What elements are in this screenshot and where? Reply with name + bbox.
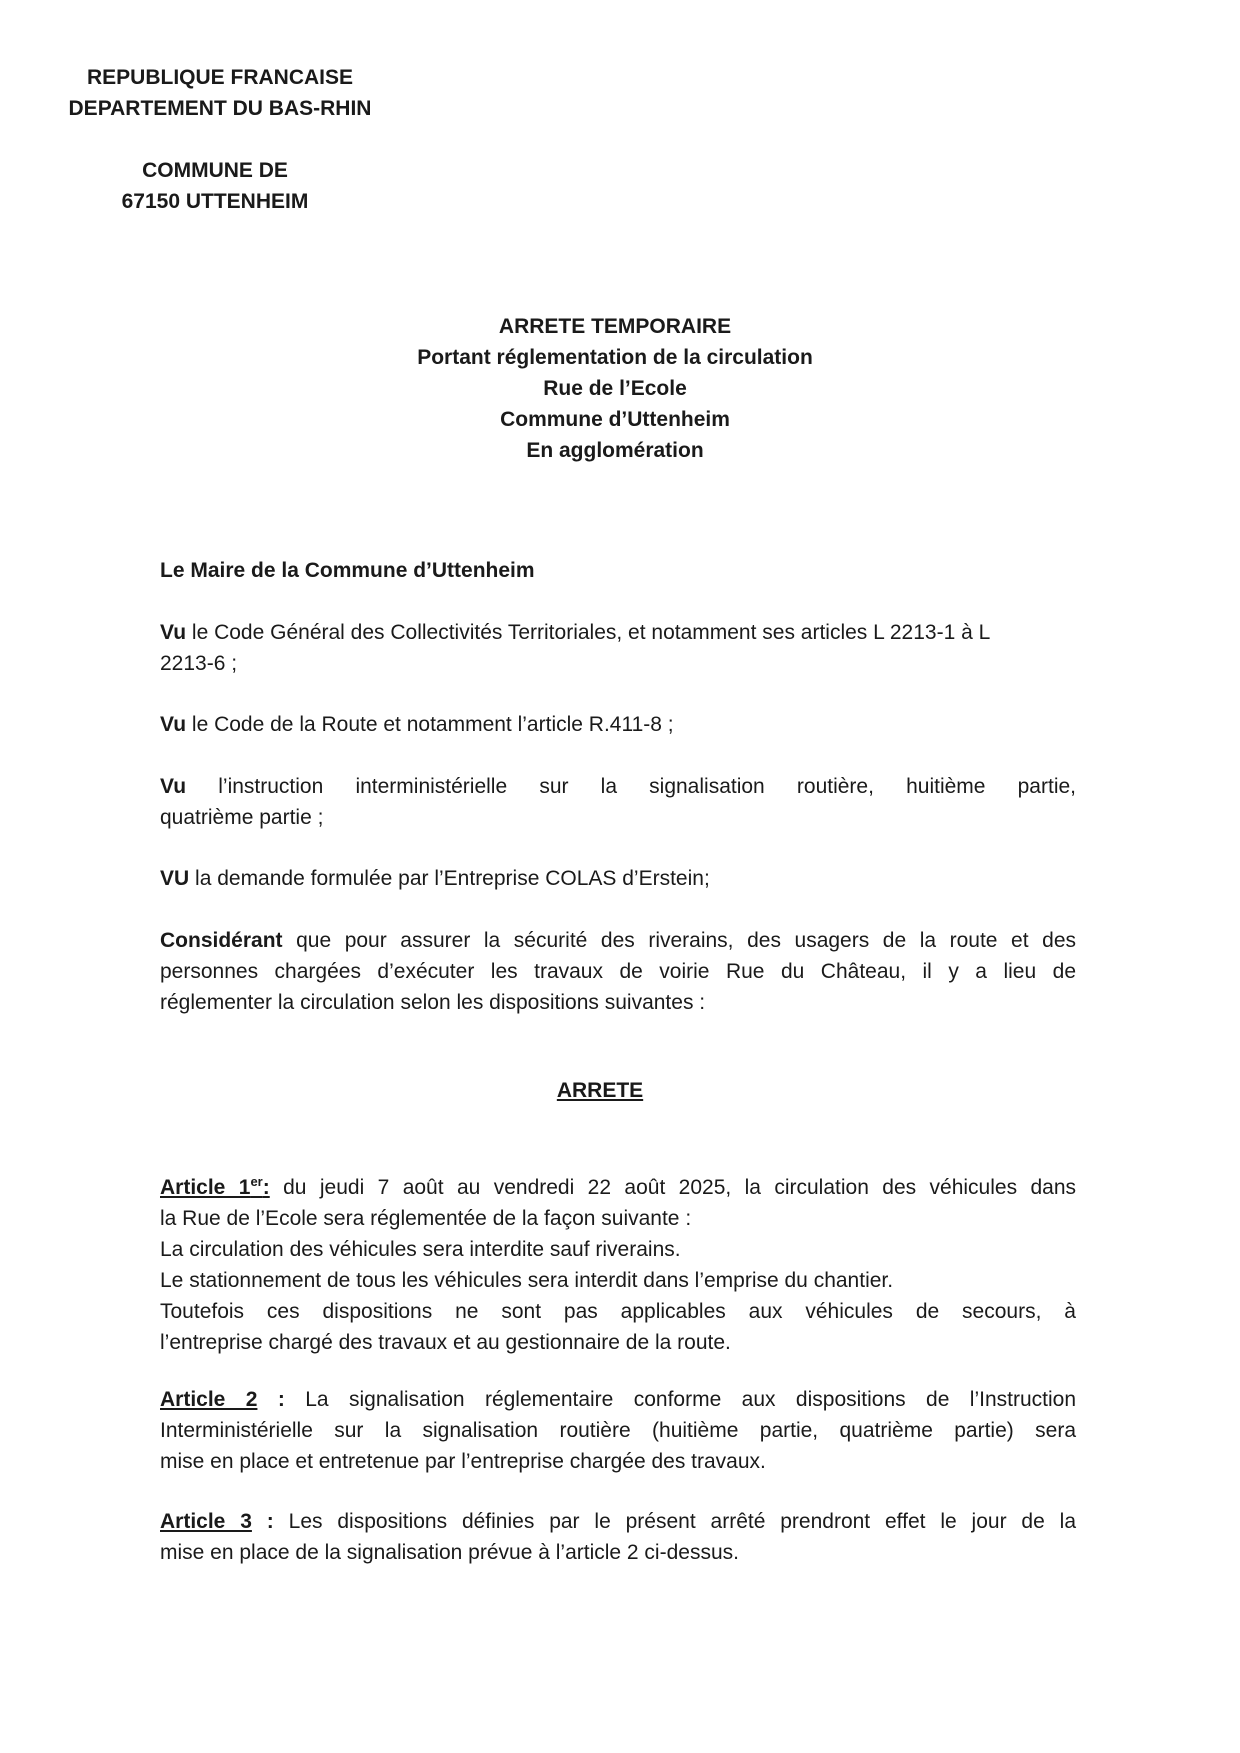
department-line: DEPARTEMENT DU BAS-RHIN bbox=[68, 97, 372, 120]
vu-label: VU bbox=[160, 867, 190, 890]
vu-text-continued: quatrième partie ; bbox=[160, 806, 324, 829]
mayor-line: Le Maire de la Commune d’Uttenheim bbox=[160, 559, 535, 582]
vu-label: Vu bbox=[160, 621, 187, 644]
article-2-text-1: La signalisation réglementaire conforme aux dispositions de l’Instruction bbox=[305, 1388, 1077, 1411]
vu-label: Vu bbox=[160, 775, 187, 798]
article-2-label-text: Article 2 bbox=[160, 1388, 258, 1411]
article-1-text-6: l’entreprise chargé des travaux et au gestionnaire de la route. bbox=[160, 1331, 731, 1354]
article-2-text-3: mise en place et entretenue par l’entreprise chargée des travaux. bbox=[160, 1450, 766, 1473]
article-1-colon: : bbox=[262, 1176, 270, 1199]
vu-text: l’instruction interministérielle sur la signalisation routière, huitième partie, bbox=[218, 775, 1076, 798]
article-3-colon: : bbox=[251, 1510, 274, 1533]
vu-text: le Code Général des Collectivités Territoriales, et notamment ses articles L 2213-1 à L bbox=[191, 621, 991, 644]
document-title bbox=[340, 311, 890, 466]
article-3-text-2: mise en place de la signalisation prévue à l’article 2 ci-dessus. bbox=[160, 1541, 739, 1564]
considerant-text-3: réglementer la circulation selon les dispositions suivantes : bbox=[160, 991, 706, 1014]
title-line-3: Rue de l’Ecole bbox=[543, 377, 687, 400]
article-1-text-2: la Rue de l’Ecole sera réglementée de la façon suivante : bbox=[160, 1207, 692, 1230]
article-1-text-3: La circulation des véhicules sera interdite sauf riverains. bbox=[160, 1238, 681, 1261]
article-3 bbox=[160, 1506, 1076, 1568]
title-line-1: ARRETE TEMPORAIRE bbox=[498, 315, 732, 338]
considerant-paragraph bbox=[160, 925, 1076, 1018]
article-3-text-1: Les dispositions définies par le présent arrêté prendront effet le jour de la bbox=[288, 1510, 1077, 1533]
title-line-4: Commune d’Uttenheim bbox=[500, 408, 730, 431]
vu-paragraph-2 bbox=[160, 709, 1076, 740]
title-line-2: Portant réglementation de la circulation bbox=[417, 346, 813, 369]
article-1 bbox=[160, 1172, 1076, 1358]
commune-line: COMMUNE DE bbox=[142, 159, 288, 182]
article-2-text-2: Interministérielle sur la signalisation routière (huitième partie, quatrième partie) sera bbox=[160, 1419, 1076, 1442]
article-1-label-text: Article 1 bbox=[160, 1176, 251, 1199]
article-2-label bbox=[160, 1388, 285, 1411]
considerant-text-1: que pour assurer la sécurité des riverains, des usagers de la route et des bbox=[296, 929, 1076, 952]
republic-line: REPUBLIQUE FRANCAISE bbox=[86, 66, 354, 89]
commune-postal-line: 67150 UTTENHEIM bbox=[121, 190, 309, 213]
vu-label: Vu bbox=[160, 713, 187, 736]
article-3-label-text: Article 3 bbox=[160, 1510, 252, 1533]
article-2 bbox=[160, 1384, 1076, 1477]
article-1-superscript: er bbox=[250, 1174, 263, 1189]
considerant-label: Considérant bbox=[160, 929, 283, 952]
title-line-5: En agglomération bbox=[526, 439, 704, 462]
commune-header bbox=[115, 155, 315, 217]
article-1-text-1: du jeudi 7 août au vendredi 22 août 2025, la circulation des véhicules dans bbox=[283, 1176, 1076, 1199]
considerant-text-2: personnes chargées d’exécuter les travaux de voirie Rue du Château, il y a lieu de bbox=[160, 960, 1076, 983]
arrete-heading: ARRETE bbox=[556, 1079, 644, 1102]
article-2-colon: : bbox=[257, 1388, 285, 1411]
article-1-text-4: Le stationnement de tous les véhicules sera interdit dans l’emprise du chantier. bbox=[160, 1269, 894, 1292]
vu-text-continued: 2213-6 ; bbox=[160, 652, 238, 675]
vu-text: le Code de la Route et notamment l’article R.411-8 ; bbox=[191, 713, 674, 736]
vu-paragraph-1 bbox=[160, 617, 1076, 679]
republic-header bbox=[55, 62, 385, 124]
vu-paragraph-4 bbox=[160, 863, 1076, 894]
article-3-label bbox=[160, 1510, 274, 1533]
article-1-text-5: Toutefois ces dispositions ne sont pas applicables aux véhicules de secours, à bbox=[160, 1300, 1076, 1323]
article-1-label bbox=[160, 1176, 270, 1199]
vu-text: la demande formulée par l’Entreprise COLAS d’Erstein; bbox=[195, 867, 710, 890]
vu-paragraph-3 bbox=[160, 771, 1076, 833]
